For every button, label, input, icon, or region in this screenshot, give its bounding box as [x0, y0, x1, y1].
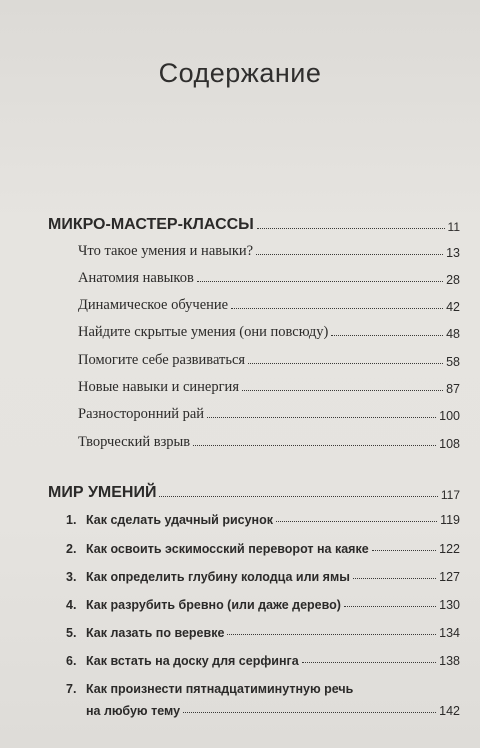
- page-number: 11: [447, 220, 460, 234]
- entry-label: Как лазать по веревке: [86, 626, 225, 640]
- dot-leader: [353, 578, 436, 579]
- toc-entry-numbered[interactable]: [66, 542, 460, 556]
- dot-leader: [302, 662, 436, 663]
- dot-leader: [197, 281, 443, 282]
- entry-label: на любую тему: [86, 704, 181, 718]
- toc-entry-numbered[interactable]: [66, 654, 460, 668]
- page-number: 122: [439, 542, 460, 556]
- page-number: 13: [446, 246, 460, 260]
- entry-index: 3.: [66, 570, 77, 584]
- page-number: 119: [440, 513, 460, 527]
- page-number: 58: [446, 355, 460, 369]
- entry-label: Как сделать удачный рисунок: [86, 513, 273, 527]
- entry-label: Анатомия навыков: [78, 270, 194, 286]
- page-number: 87: [446, 382, 460, 396]
- dot-leader: [276, 521, 437, 522]
- toc-entry-numbered-line1[interactable]: [66, 682, 353, 696]
- dot-leader: [331, 335, 443, 336]
- toc-entry[interactable]: [78, 324, 460, 341]
- page-number: 134: [439, 626, 460, 640]
- page-number: 130: [439, 598, 460, 612]
- dot-leader: [227, 634, 436, 635]
- page-number: 117: [440, 488, 460, 502]
- dot-leader: [242, 390, 443, 391]
- page-number: 42: [446, 300, 460, 314]
- toc-entry-numbered[interactable]: [66, 626, 460, 640]
- toc-entry[interactable]: [78, 270, 460, 287]
- entry-label: Как освоить эскимосский переворот на каяке: [86, 542, 369, 556]
- dot-leader: [344, 606, 436, 607]
- entry-label: Что такое умения и навыки?: [78, 243, 254, 259]
- section-label: МИР УМЕНИЙ: [48, 484, 157, 501]
- dot-leader: [207, 417, 436, 418]
- dot-leader: [256, 254, 443, 255]
- entry-label: Творческий взрыв: [78, 434, 191, 450]
- entry-label: Как встать на доску для серфинга: [86, 654, 299, 668]
- page-number: 127: [439, 570, 460, 584]
- page-number: 142: [439, 704, 460, 718]
- entry-index: 6.: [66, 654, 77, 668]
- entry-index: 7.: [66, 682, 77, 696]
- toc-entry-numbered[interactable]: [66, 598, 460, 612]
- entry-index: 5.: [66, 626, 77, 640]
- entry-label: Как разрубить бревно (или даже дерево): [86, 598, 341, 612]
- toc-entry[interactable]: [78, 406, 460, 423]
- dot-leader: [193, 445, 436, 446]
- toc-section-micro-master-classes[interactable]: [48, 216, 460, 234]
- toc-entry-numbered[interactable]: [66, 513, 460, 527]
- entry-label: Динамическое обучение: [78, 297, 229, 313]
- page-number: 48: [446, 327, 460, 341]
- toc-entry[interactable]: [78, 352, 460, 369]
- entry-label: Новые навыки и синергия: [78, 379, 239, 395]
- dot-leader: [159, 496, 437, 497]
- section-label: МИКРО-МАСТЕР-КЛАССЫ: [48, 216, 254, 233]
- toc-entry-numbered-line2[interactable]: [86, 704, 460, 718]
- entry-label: Как определить глубину колодца или ямы: [86, 570, 350, 584]
- dot-leader: [372, 550, 436, 551]
- entry-index: 4.: [66, 598, 77, 612]
- page-title: Содержание: [158, 58, 322, 88]
- entry-label: Помогите себе развиваться: [78, 352, 246, 368]
- toc-entry-numbered[interactable]: [66, 570, 460, 584]
- page-number: 100: [439, 409, 460, 423]
- toc-section-world-of-skills[interactable]: [48, 484, 460, 502]
- toc-entry[interactable]: [78, 297, 460, 314]
- dot-leader: [231, 308, 443, 309]
- page-number: 138: [439, 654, 460, 668]
- page-number: 108: [439, 437, 460, 451]
- entry-label: Разносторонний рай: [78, 406, 205, 422]
- toc-entry[interactable]: [78, 243, 460, 260]
- entry-index: 2.: [66, 542, 77, 556]
- toc-entry[interactable]: [78, 434, 460, 451]
- entry-label: Найдите скрытые умения (они повсюду): [78, 324, 329, 340]
- dot-leader: [257, 228, 445, 229]
- dot-leader: [183, 712, 436, 713]
- toc-entry[interactable]: [78, 379, 460, 396]
- dot-leader: [248, 363, 443, 364]
- page-number: 28: [446, 273, 460, 287]
- entry-label: Как произнести пятнадцатиминутную речь: [86, 682, 354, 696]
- entry-index: 1.: [66, 513, 77, 527]
